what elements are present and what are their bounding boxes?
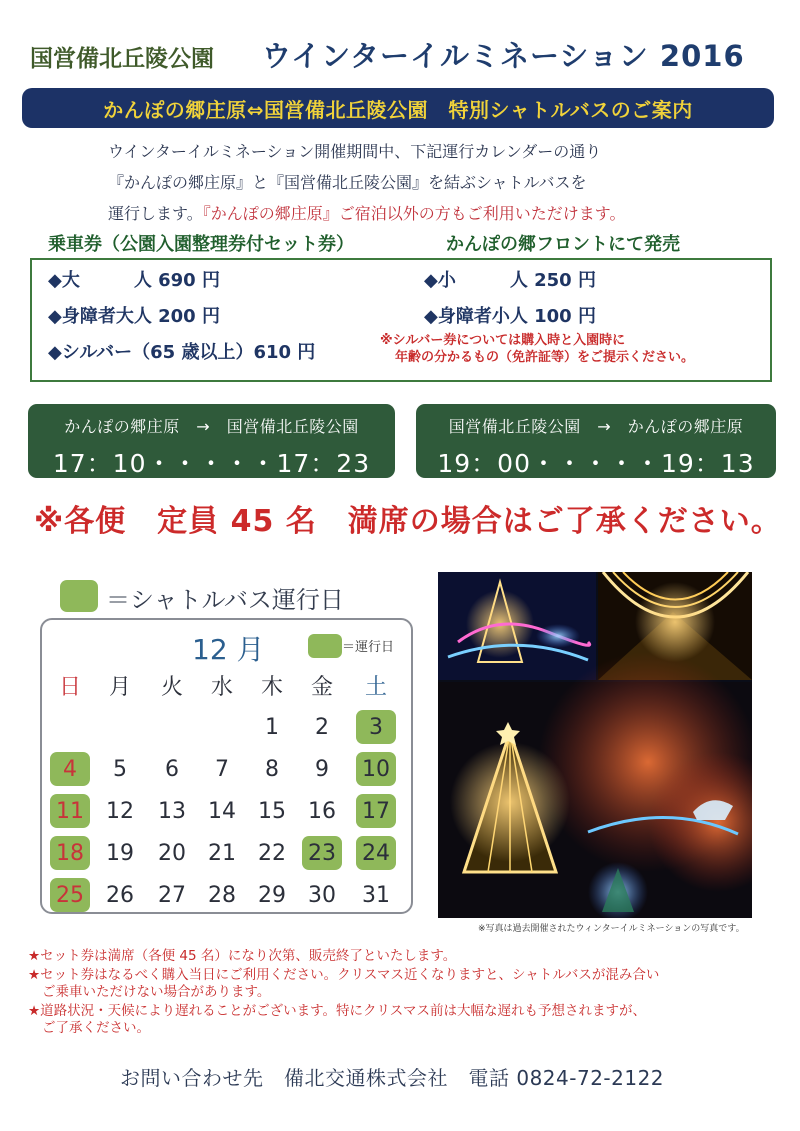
calendar-day-operating: 24 — [356, 836, 396, 870]
price-disabled-child: ◆身障者小人 100 円 — [424, 306, 596, 327]
note-delays-line-2: ご了承ください。 — [42, 1020, 150, 1036]
intro-line-2: 『かんぽの郷庄原』と『国営備北丘陵公園』を結ぶシャトルバスを — [108, 173, 587, 192]
calendar-day: 15 — [258, 798, 286, 824]
calendar — [40, 618, 413, 914]
intro-line-3 — [108, 201, 625, 224]
silver-note-line-1: ※シルバー券については購入時と入園時に — [380, 333, 626, 348]
note-use-same-day-line-2: ご乗車いただけない場合があります。 — [42, 984, 271, 1000]
calendar-day: 16 — [308, 798, 336, 824]
price-adult: ◆大 人 690 円 — [48, 270, 220, 291]
capacity-notice: ※各便 定員 45 名 満席の場合はご了承ください。 — [34, 504, 782, 539]
note-delays-line-1: ★道路状況・天候により遅れることがございます。特にクリスマス前は大幅な遅れも予想されますが、 — [28, 1003, 646, 1019]
calendar-month: 12 月 — [192, 633, 265, 666]
calendar-day: 29 — [258, 882, 286, 908]
ticket-price-box — [30, 258, 772, 382]
photo-caption: ※写真は過去開催されたウィンターイルミネーションの写真です。 — [478, 924, 745, 934]
calendar-day: 7 — [215, 756, 229, 782]
calendar-day-operating: 11 — [50, 794, 90, 828]
calendar-day-operating: 23 — [302, 836, 342, 870]
illumination-photo — [438, 572, 752, 918]
shuttle-banner: かんぽの郷庄原⇔国営備北丘陵公園 特別シャトルバスのご案内 — [22, 88, 774, 128]
calendar-day: 2 — [315, 714, 329, 740]
weekday-header: 日 — [58, 674, 81, 700]
calendar-day: 14 — [208, 798, 236, 824]
intro-line-3-b: 『かんぽの郷庄原』ご宿泊以外の方もご利用いただけます。 — [202, 204, 626, 223]
outbound-route: かんぽの郷庄原 → 国営備北丘陵公園 — [64, 417, 359, 436]
price-child: ◆小 人 250 円 — [424, 270, 596, 291]
calendar-day: 31 — [362, 882, 390, 908]
ticket-sale-location: かんぽの郷フロントにて発売 — [446, 234, 680, 255]
return-route: 国営備北丘陵公園 → かんぽの郷庄原 — [448, 417, 744, 436]
calendar-day: 13 — [158, 798, 186, 824]
calendar-day: 20 — [158, 840, 186, 866]
calendar-day: 27 — [158, 882, 186, 908]
silver-note-line-2: 年齢の分かるもの（免許証等）をご提示ください。 — [395, 350, 695, 365]
calendar-day: 19 — [106, 840, 134, 866]
return-schedule — [416, 404, 776, 478]
calendar-day: 5 — [113, 756, 127, 782]
weekday-header: 木 — [260, 674, 283, 700]
calendar-day-operating: 10 — [356, 752, 396, 786]
calendar-day-operating: 4 — [50, 752, 90, 786]
legend-swatch — [60, 580, 98, 612]
calendar-legend-swatch — [308, 634, 342, 658]
note-use-same-day-line-1: ★セット券はなるべく購入当日にご利用ください。クリスマス近くなりますと、シャトルバスが混み合い — [28, 967, 660, 983]
weekday-header: 土 — [364, 674, 387, 700]
calendar-legend-text: ＝運行日 — [342, 640, 395, 655]
calendar-day: 22 — [258, 840, 286, 866]
event-title: ウインターイルミネーション 2016 — [262, 39, 745, 73]
price-silver: ◆シルバー（65 歳以上）610 円 — [48, 342, 316, 363]
price-disabled-adult: ◆身障者大人 200 円 — [48, 306, 220, 327]
calendar-day-operating: 3 — [356, 710, 396, 744]
weekday-header: 月 — [108, 674, 131, 700]
calendar-day: 1 — [265, 714, 279, 740]
weekday-header: 金 — [310, 674, 333, 700]
contact-info: お問い合わせ先 備北交通株式会社 電話 0824-72-2122 — [120, 1066, 665, 1090]
outbound-schedule — [28, 404, 395, 478]
illumination-photo-art — [438, 572, 752, 918]
return-time: 19：00・・・・・19：13 — [437, 449, 755, 478]
legend-text: ＝シャトルバス運行日 — [106, 586, 344, 614]
calendar-day: 26 — [106, 882, 134, 908]
weekday-header: 水 — [210, 674, 233, 700]
intro-line-1: ウインターイルミネーション開催期間中、下記運行カレンダーの通り — [108, 142, 602, 161]
weekday-header: 火 — [160, 674, 183, 700]
calendar-day: 8 — [265, 756, 279, 782]
calendar-day: 6 — [165, 756, 179, 782]
outbound-time: 17：10・・・・・17：23 — [52, 449, 371, 478]
note-use-same-day — [28, 967, 659, 1001]
calendar-day: 21 — [208, 840, 236, 866]
intro-line-3-a: 運行します。 — [108, 204, 203, 223]
calendar-day-operating: 17 — [356, 794, 396, 828]
calendar-day: 9 — [315, 756, 329, 782]
ticket-heading: 乗車券（公園入園整理券付セット券） — [48, 234, 354, 255]
note-sold-out: ★セット券は満席（各便 45 名）になり次第、販売終了といたします。 — [28, 948, 457, 964]
silver-note — [380, 332, 694, 366]
note-delays — [28, 1003, 646, 1037]
calendar-day: 12 — [106, 798, 134, 824]
calendar-day: 28 — [208, 882, 236, 908]
calendar-day: 30 — [308, 882, 336, 908]
calendar-day-operating: 25 — [50, 878, 90, 912]
park-name: 国営備北丘陵公園 — [30, 46, 214, 72]
calendar-day-operating: 18 — [50, 836, 90, 870]
